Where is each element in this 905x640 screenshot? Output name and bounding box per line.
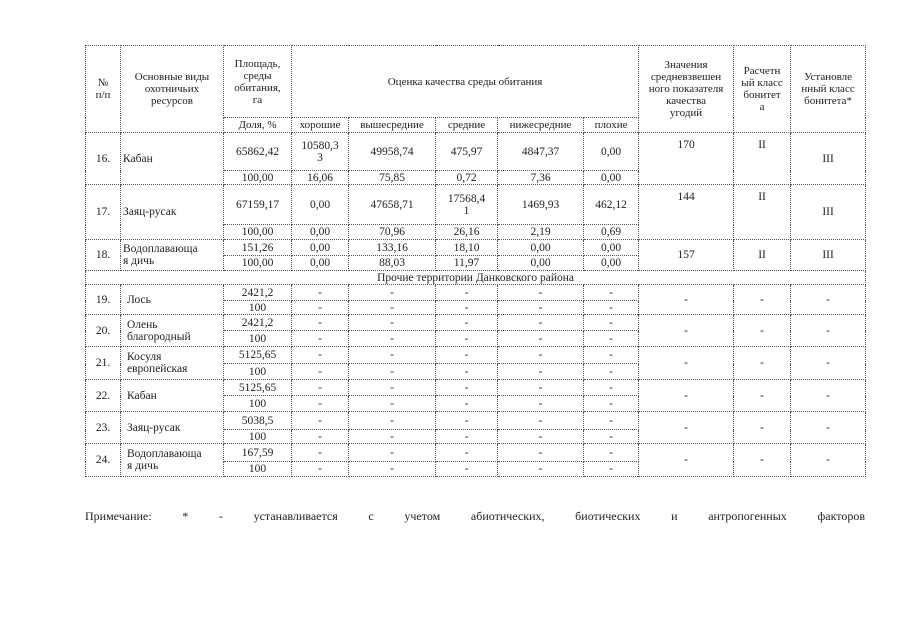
share-below-value: 2,19 — [498, 225, 584, 240]
quality-below-value: 4847,37 — [498, 133, 584, 171]
header-num: № п/п — [86, 46, 121, 133]
dash-value: - — [498, 430, 584, 444]
share-medium-value: 11,97 — [436, 256, 498, 271]
table-row — [86, 240, 866, 256]
dash-value: - — [498, 396, 584, 412]
set-class-value: III — [791, 240, 866, 271]
bonitet-table-sheet — [85, 45, 865, 477]
row-number: 19. — [86, 285, 121, 315]
area-value: 5038,5 — [224, 412, 292, 430]
dash-value: - — [584, 331, 639, 347]
header-good: хорошие — [292, 118, 349, 133]
table-row — [86, 380, 866, 396]
dash-value: - — [498, 444, 584, 462]
quality-medium-value: 17568,4 1 — [436, 185, 498, 225]
dash-value: - — [584, 315, 639, 331]
dash-value: - — [292, 396, 349, 412]
calc-class-value: II — [734, 133, 791, 185]
quality-below-value: 0,00 — [498, 240, 584, 256]
table-row — [86, 444, 866, 462]
dash-value: - — [436, 412, 498, 430]
dash-value: - — [349, 285, 436, 301]
calc-class-value: - — [734, 380, 791, 412]
share-below-value: 0,00 — [498, 256, 584, 271]
header-medium: средние — [436, 118, 498, 133]
dash-value: - — [292, 412, 349, 430]
section-row — [86, 271, 866, 285]
dash-value: - — [349, 430, 436, 444]
weighted-value: - — [639, 380, 734, 412]
quality-good-value: 10580,3 3 — [292, 133, 349, 171]
area-value: 2421,2 — [224, 285, 292, 301]
weighted-value: - — [639, 315, 734, 347]
calc-class-value: - — [734, 285, 791, 315]
dash-value: - — [436, 444, 498, 462]
row-number: 16. — [86, 133, 121, 185]
quality-medium-value: 18,10 — [436, 240, 498, 256]
header-row — [86, 46, 866, 118]
weighted-value: 144 — [639, 185, 734, 240]
dash-value: - — [498, 347, 584, 364]
share-value: 100 — [224, 462, 292, 477]
dash-value: - — [292, 285, 349, 301]
set-class-value: III — [791, 185, 866, 240]
table-row — [86, 347, 866, 364]
dash-value: - — [584, 347, 639, 364]
set-class-value: - — [791, 347, 866, 380]
table-row — [86, 285, 866, 301]
dash-value: - — [584, 301, 639, 315]
share-medium-value: 26,16 — [436, 225, 498, 240]
species-name: Водоплавающа я дичь — [121, 444, 224, 477]
header-bad: плохие — [584, 118, 639, 133]
share-value: 100,00 — [224, 171, 292, 185]
calc-class-value: - — [734, 315, 791, 347]
weighted-value: - — [639, 347, 734, 380]
share-value: 100 — [224, 364, 292, 380]
dash-value: - — [292, 364, 349, 380]
dash-value: - — [292, 444, 349, 462]
set-class-value: - — [791, 444, 866, 477]
section-title: Прочие территории Данковского района — [86, 271, 866, 285]
header-above: вышесредние — [349, 118, 436, 133]
set-class-value: - — [791, 380, 866, 412]
share-above-value: 88,03 — [349, 256, 436, 271]
dash-value: - — [436, 347, 498, 364]
species-name: Заяц-русак — [121, 185, 224, 240]
dash-value: - — [498, 315, 584, 331]
dash-value: - — [349, 396, 436, 412]
set-class-value: - — [791, 412, 866, 444]
weighted-value: 157 — [639, 240, 734, 271]
set-class-value: III — [791, 133, 866, 185]
dash-value: - — [349, 380, 436, 396]
header-share: Доля, % — [224, 118, 292, 133]
row-number: 23. — [86, 412, 121, 444]
header-set-class: Установле нный класс бонитета* — [791, 46, 866, 133]
row-number: 24. — [86, 444, 121, 477]
header-calc-class: Расчетн ый класс бонитет а — [734, 46, 791, 133]
dash-value: - — [349, 462, 436, 477]
dash-value: - — [584, 396, 639, 412]
dash-value: - — [436, 315, 498, 331]
quality-below-value: 1469,93 — [498, 185, 584, 225]
dash-value: - — [436, 364, 498, 380]
share-good-value: 0,00 — [292, 225, 349, 240]
quality-bad-value: 0,00 — [584, 133, 639, 171]
dash-value: - — [292, 315, 349, 331]
dash-value: - — [436, 301, 498, 315]
dash-value: - — [436, 285, 498, 301]
area-value: 5125,65 — [224, 380, 292, 396]
species-name: Косуля европейская — [121, 347, 224, 380]
header-quality: Оценка качества среды обитания — [292, 46, 639, 118]
calc-class-value: II — [734, 185, 791, 240]
table-row — [86, 412, 866, 430]
row-number: 18. — [86, 240, 121, 271]
species-name: Олень благородный — [121, 315, 224, 347]
bonitet-table — [85, 45, 866, 477]
dash-value: - — [498, 412, 584, 430]
quality-medium-value: 475,97 — [436, 133, 498, 171]
share-below-value: 7,36 — [498, 171, 584, 185]
share-value: 100 — [224, 396, 292, 412]
header-below: нижесредние — [498, 118, 584, 133]
dash-value: - — [584, 380, 639, 396]
calc-class-value: - — [734, 347, 791, 380]
species-name: Водоплавающа я дичь — [121, 240, 224, 271]
dash-value: - — [498, 301, 584, 315]
row-number: 20. — [86, 315, 121, 347]
dash-value: - — [584, 364, 639, 380]
quality-good-value: 0,00 — [292, 185, 349, 225]
species-name: Лось — [121, 285, 224, 315]
table-body — [86, 46, 866, 477]
share-bad-value: 0,69 — [584, 225, 639, 240]
share-bad-value: 0,00 — [584, 171, 639, 185]
dash-value: - — [292, 462, 349, 477]
dash-value: - — [349, 364, 436, 380]
share-good-value: 16,06 — [292, 171, 349, 185]
dash-value: - — [436, 462, 498, 477]
dash-value: - — [436, 396, 498, 412]
dash-value: - — [349, 331, 436, 347]
weighted-value: - — [639, 444, 734, 477]
calc-class-value: - — [734, 412, 791, 444]
table-row — [86, 315, 866, 331]
set-class-value: - — [791, 285, 866, 315]
weighted-value: - — [639, 285, 734, 315]
share-value: 100,00 — [224, 256, 292, 271]
row-number: 21. — [86, 347, 121, 380]
share-medium-value: 0,72 — [436, 171, 498, 185]
dash-value: - — [584, 430, 639, 444]
quality-bad-value: 0,00 — [584, 240, 639, 256]
dash-value: - — [292, 380, 349, 396]
dash-value: - — [292, 347, 349, 364]
quality-above-value: 133,16 — [349, 240, 436, 256]
dash-value: - — [498, 285, 584, 301]
quality-above-value: 47658,71 — [349, 185, 436, 225]
dash-value: - — [292, 430, 349, 444]
quality-bad-value: 462,12 — [584, 185, 639, 225]
header-weighted: Значения средневзвешен ного показателя качества угодий — [639, 46, 734, 133]
area-value: 65862,42 — [224, 133, 292, 171]
calc-class-value: II — [734, 240, 791, 271]
header-species: Основные виды охотничьих ресурсов — [121, 46, 224, 133]
table-row — [86, 133, 866, 171]
area-value: 167,59 — [224, 444, 292, 462]
dash-value: - — [349, 412, 436, 430]
share-above-value: 70,96 — [349, 225, 436, 240]
area-value: 5125,65 — [224, 347, 292, 364]
species-name: Кабан — [121, 133, 224, 185]
dash-value: - — [436, 380, 498, 396]
share-value: 100 — [224, 301, 292, 315]
species-name: Заяц-русак — [121, 412, 224, 444]
table-row — [86, 185, 866, 225]
area-value: 2421,2 — [224, 315, 292, 331]
share-bad-value: 0,00 — [584, 256, 639, 271]
dash-value: - — [498, 380, 584, 396]
quality-above-value: 49958,74 — [349, 133, 436, 171]
dash-value: - — [436, 430, 498, 444]
quality-good-value: 0,00 — [292, 240, 349, 256]
dash-value: - — [436, 331, 498, 347]
area-value: 67159,17 — [224, 185, 292, 225]
dash-value: - — [584, 285, 639, 301]
row-number: 17. — [86, 185, 121, 240]
share-value: 100 — [224, 331, 292, 347]
share-value: 100 — [224, 430, 292, 444]
area-value: 151,26 — [224, 240, 292, 256]
dash-value: - — [349, 315, 436, 331]
dash-value: - — [584, 462, 639, 477]
dash-value: - — [349, 444, 436, 462]
dash-value: - — [292, 331, 349, 347]
set-class-value: - — [791, 315, 866, 347]
dash-value: - — [349, 347, 436, 364]
dash-value: - — [584, 412, 639, 430]
species-name: Кабан — [121, 380, 224, 412]
dash-value: - — [498, 331, 584, 347]
dash-value: - — [349, 301, 436, 315]
dash-value: - — [584, 444, 639, 462]
share-good-value: 0,00 — [292, 256, 349, 271]
calc-class-value: - — [734, 444, 791, 477]
share-value: 100,00 — [224, 225, 292, 240]
weighted-value: 170 — [639, 133, 734, 185]
row-number: 22. — [86, 380, 121, 412]
dash-value: - — [292, 301, 349, 315]
weighted-value: - — [639, 412, 734, 444]
table-footnote: Примечание: * - устанавливается с учетом абиотических, биотических и антропогенных факторов — [85, 509, 865, 523]
dash-value: - — [498, 462, 584, 477]
header-area: Площадь, среды обитания, га — [224, 46, 292, 118]
share-above-value: 75,85 — [349, 171, 436, 185]
dash-value: - — [498, 364, 584, 380]
